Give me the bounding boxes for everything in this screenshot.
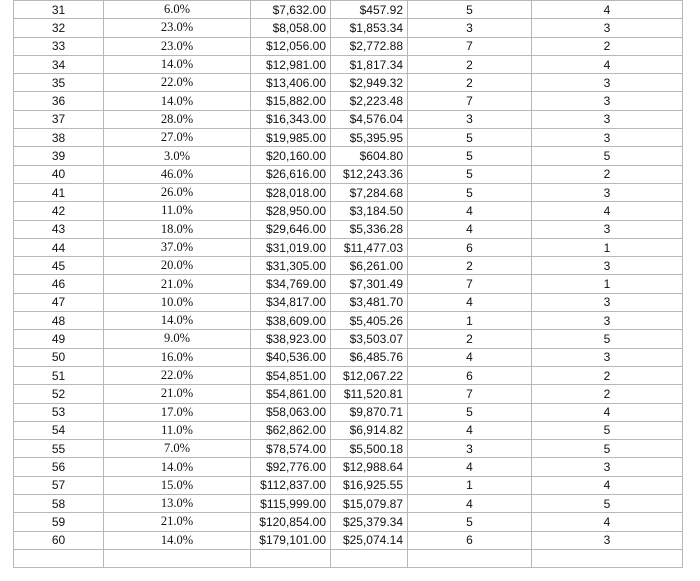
computed-amount-cell[interactable]: $2,223.48 <box>331 92 408 110</box>
rating-cell[interactable]: 4 <box>532 476 683 494</box>
count-cell[interactable]: 7 <box>408 37 532 55</box>
count-cell[interactable]: 1 <box>408 312 532 330</box>
rating-cell[interactable]: 2 <box>532 165 683 183</box>
rating-cell[interactable]: 1 <box>532 238 683 256</box>
count-cell[interactable]: 3 <box>408 110 532 128</box>
computed-amount-cell[interactable]: $5,336.28 <box>331 220 408 238</box>
table-row <box>14 275 683 293</box>
table-row <box>14 513 683 531</box>
count-cell[interactable]: 1 <box>408 476 532 494</box>
percent-cell[interactable]: 6.0% <box>104 1 251 19</box>
count-cell[interactable]: 5 <box>408 513 532 531</box>
row-number-cell[interactable]: 46 <box>14 275 104 293</box>
computed-amount-cell[interactable]: $12,988.64 <box>331 458 408 476</box>
count-cell[interactable]: 7 <box>408 275 532 293</box>
row-number-cell[interactable]: 48 <box>14 312 104 330</box>
row-number-cell[interactable]: 47 <box>14 293 104 311</box>
count-cell[interactable]: 4 <box>408 348 532 366</box>
table-row <box>14 495 683 513</box>
percent-cell[interactable]: 3.0% <box>104 147 251 165</box>
row-number-cell[interactable]: 35 <box>14 74 104 92</box>
count-cell[interactable]: 7 <box>408 92 532 110</box>
row-number-cell[interactable]: 32 <box>14 19 104 37</box>
amount-cell[interactable]: $13,406.00 <box>251 74 331 92</box>
empty-cell[interactable] <box>251 549 331 567</box>
rating-cell[interactable]: 3 <box>532 220 683 238</box>
table-row <box>14 348 683 366</box>
table-row <box>14 92 683 110</box>
empty-cell[interactable] <box>14 549 104 567</box>
table-row <box>14 257 683 275</box>
table-row <box>14 440 683 458</box>
amount-cell[interactable]: $29,646.00 <box>251 220 331 238</box>
computed-amount-cell[interactable]: $2,772.88 <box>331 37 408 55</box>
rating-cell[interactable]: 5 <box>532 147 683 165</box>
empty-cell[interactable] <box>331 549 408 567</box>
row-number-cell[interactable]: 49 <box>14 330 104 348</box>
computed-amount-cell[interactable]: $16,925.55 <box>331 476 408 494</box>
amount-cell[interactable]: $38,609.00 <box>251 312 331 330</box>
rating-cell[interactable]: 4 <box>532 1 683 19</box>
percent-cell[interactable]: 9.0% <box>104 330 251 348</box>
amount-cell[interactable]: $179,101.00 <box>251 531 331 549</box>
table-row <box>14 458 683 476</box>
percent-cell[interactable]: 14.0% <box>104 55 251 73</box>
percent-cell[interactable]: 28.0% <box>104 110 251 128</box>
computed-amount-cell[interactable]: $12,067.22 <box>331 366 408 384</box>
count-cell[interactable]: 2 <box>408 55 532 73</box>
computed-amount-cell[interactable]: $4,576.04 <box>331 110 408 128</box>
empty-cell[interactable] <box>104 549 251 567</box>
rating-cell[interactable]: 5 <box>532 330 683 348</box>
row-number-cell[interactable]: 53 <box>14 403 104 421</box>
computed-amount-cell[interactable]: $6,485.76 <box>331 348 408 366</box>
computed-amount-cell[interactable]: $1,817.34 <box>331 55 408 73</box>
table-row <box>14 421 683 439</box>
table-row <box>14 238 683 256</box>
count-cell[interactable]: 3 <box>408 440 532 458</box>
computed-amount-cell[interactable]: $9,870.71 <box>331 403 408 421</box>
row-number-cell[interactable]: 59 <box>14 513 104 531</box>
rating-cell[interactable]: 2 <box>532 385 683 403</box>
percent-cell[interactable]: 11.0% <box>104 421 251 439</box>
table-row <box>14 19 683 37</box>
empty-cell[interactable] <box>408 549 532 567</box>
rating-cell[interactable]: 4 <box>532 513 683 531</box>
rating-cell[interactable]: 4 <box>532 55 683 73</box>
count-cell[interactable]: 5 <box>408 183 532 201</box>
count-cell[interactable]: 5 <box>408 1 532 19</box>
amount-cell[interactable]: $58,063.00 <box>251 403 331 421</box>
percent-cell[interactable]: 7.0% <box>104 440 251 458</box>
row-number-cell[interactable]: 38 <box>14 129 104 147</box>
count-cell[interactable]: 2 <box>408 330 532 348</box>
percent-cell[interactable]: 22.0% <box>104 74 251 92</box>
amount-cell[interactable]: $78,574.00 <box>251 440 331 458</box>
table-row <box>14 476 683 494</box>
computed-amount-cell[interactable]: $3,184.50 <box>331 202 408 220</box>
computed-amount-cell[interactable]: $3,481.70 <box>331 293 408 311</box>
count-cell[interactable]: 4 <box>408 458 532 476</box>
amount-cell[interactable]: $31,019.00 <box>251 238 331 256</box>
percent-cell[interactable]: 13.0% <box>104 495 251 513</box>
table-row <box>14 531 683 549</box>
amount-cell[interactable]: $16,343.00 <box>251 110 331 128</box>
amount-cell[interactable]: $120,854.00 <box>251 513 331 531</box>
rating-cell[interactable]: 3 <box>532 129 683 147</box>
amount-cell[interactable]: $12,981.00 <box>251 55 331 73</box>
percent-cell[interactable]: 26.0% <box>104 183 251 201</box>
computed-amount-cell[interactable]: $6,914.82 <box>331 421 408 439</box>
table-row <box>14 293 683 311</box>
amount-cell[interactable]: $92,776.00 <box>251 458 331 476</box>
computed-amount-cell[interactable]: $25,379.34 <box>331 513 408 531</box>
rating-cell[interactable]: 3 <box>532 293 683 311</box>
percent-cell[interactable]: 17.0% <box>104 403 251 421</box>
table-row <box>14 385 683 403</box>
table-row <box>14 220 683 238</box>
rating-cell[interactable]: 3 <box>532 458 683 476</box>
table-row <box>14 129 683 147</box>
count-cell[interactable]: 4 <box>408 220 532 238</box>
computed-amount-cell[interactable]: $1,853.34 <box>331 19 408 37</box>
percent-cell[interactable]: 21.0% <box>104 385 251 403</box>
computed-amount-cell[interactable]: $11,477.03 <box>331 238 408 256</box>
table-row <box>14 403 683 421</box>
computed-amount-cell[interactable]: $3,503.07 <box>331 330 408 348</box>
amount-cell[interactable]: $19,985.00 <box>251 129 331 147</box>
computed-amount-cell[interactable]: $604.80 <box>331 147 408 165</box>
count-cell[interactable]: 6 <box>408 366 532 384</box>
percent-cell[interactable]: 14.0% <box>104 531 251 549</box>
percent-cell[interactable]: 14.0% <box>104 458 251 476</box>
amount-cell[interactable]: $12,056.00 <box>251 37 331 55</box>
row-number-cell[interactable]: 56 <box>14 458 104 476</box>
amount-cell[interactable]: $7,632.00 <box>251 1 331 19</box>
amount-cell[interactable]: $34,769.00 <box>251 275 331 293</box>
count-cell[interactable]: 4 <box>408 202 532 220</box>
table-row <box>14 1 683 19</box>
row-number-cell[interactable]: 51 <box>14 366 104 384</box>
row-number-cell[interactable]: 45 <box>14 257 104 275</box>
amount-cell[interactable]: $28,018.00 <box>251 183 331 201</box>
table-row <box>14 330 683 348</box>
row-number-cell[interactable]: 57 <box>14 476 104 494</box>
row-number-cell[interactable]: 44 <box>14 238 104 256</box>
row-number-cell[interactable]: 55 <box>14 440 104 458</box>
percent-cell[interactable]: 21.0% <box>104 513 251 531</box>
count-cell[interactable]: 4 <box>408 293 532 311</box>
table-row <box>14 366 683 384</box>
rating-cell[interactable]: 3 <box>532 183 683 201</box>
rating-cell[interactable]: 4 <box>532 202 683 220</box>
empty-cell[interactable] <box>532 549 683 567</box>
computed-amount-cell[interactable]: $11,520.81 <box>331 385 408 403</box>
percent-cell[interactable]: 21.0% <box>104 275 251 293</box>
empty-row <box>14 549 683 567</box>
row-number-cell[interactable]: 42 <box>14 202 104 220</box>
percent-cell[interactable]: 14.0% <box>104 312 251 330</box>
row-number-cell[interactable]: 34 <box>14 55 104 73</box>
row-number-cell[interactable]: 60 <box>14 531 104 549</box>
computed-amount-cell[interactable]: $2,949.32 <box>331 74 408 92</box>
table-row <box>14 55 683 73</box>
amount-cell[interactable]: $54,851.00 <box>251 366 331 384</box>
row-number-cell[interactable]: 43 <box>14 220 104 238</box>
spreadsheet-body <box>14 1 683 568</box>
table-row <box>14 165 683 183</box>
table-row <box>14 312 683 330</box>
percent-cell[interactable]: 14.0% <box>104 92 251 110</box>
rating-cell[interactable]: 2 <box>532 37 683 55</box>
amount-cell[interactable]: $26,616.00 <box>251 165 331 183</box>
row-number-cell[interactable]: 33 <box>14 37 104 55</box>
computed-amount-cell[interactable]: $457.92 <box>331 1 408 19</box>
amount-cell[interactable]: $15,882.00 <box>251 92 331 110</box>
rating-cell[interactable]: 3 <box>532 348 683 366</box>
rating-cell[interactable]: 2 <box>532 366 683 384</box>
percent-cell[interactable]: 18.0% <box>104 220 251 238</box>
row-number-cell[interactable]: 39 <box>14 147 104 165</box>
rating-cell[interactable]: 3 <box>532 531 683 549</box>
rating-cell[interactable]: 1 <box>532 275 683 293</box>
amount-cell[interactable]: $112,837.00 <box>251 476 331 494</box>
rating-cell[interactable]: 5 <box>532 495 683 513</box>
amount-cell[interactable]: $8,058.00 <box>251 19 331 37</box>
count-cell[interactable]: 6 <box>408 238 532 256</box>
percent-cell[interactable]: 27.0% <box>104 129 251 147</box>
amount-cell[interactable]: $20,160.00 <box>251 147 331 165</box>
amount-cell[interactable]: $34,817.00 <box>251 293 331 311</box>
percent-cell[interactable]: 46.0% <box>104 165 251 183</box>
rating-cell[interactable]: 5 <box>532 440 683 458</box>
table-row <box>14 110 683 128</box>
count-cell[interactable]: 6 <box>408 531 532 549</box>
count-cell[interactable]: 5 <box>408 129 532 147</box>
row-number-cell[interactable]: 54 <box>14 421 104 439</box>
percent-cell[interactable]: 10.0% <box>104 293 251 311</box>
amount-cell[interactable]: $62,862.00 <box>251 421 331 439</box>
computed-amount-cell[interactable]: $6,261.00 <box>331 257 408 275</box>
count-cell[interactable]: 5 <box>408 165 532 183</box>
amount-cell[interactable]: $31,305.00 <box>251 257 331 275</box>
rating-cell[interactable]: 3 <box>532 92 683 110</box>
rating-cell[interactable]: 5 <box>532 421 683 439</box>
table-row <box>14 183 683 201</box>
amount-cell[interactable]: $40,536.00 <box>251 348 331 366</box>
row-number-cell[interactable]: 40 <box>14 165 104 183</box>
count-cell[interactable]: 5 <box>408 147 532 165</box>
count-cell[interactable]: 5 <box>408 403 532 421</box>
spreadsheet-table <box>13 0 683 568</box>
row-number-cell[interactable]: 37 <box>14 110 104 128</box>
computed-amount-cell[interactable]: $5,500.18 <box>331 440 408 458</box>
percent-cell[interactable]: 23.0% <box>104 19 251 37</box>
row-number-cell[interactable]: 58 <box>14 495 104 513</box>
count-cell[interactable]: 4 <box>408 495 532 513</box>
computed-amount-cell[interactable]: $7,284.68 <box>331 183 408 201</box>
computed-amount-cell[interactable]: $5,395.95 <box>331 129 408 147</box>
rating-cell[interactable]: 3 <box>532 110 683 128</box>
computed-amount-cell[interactable]: $25,074.14 <box>331 531 408 549</box>
computed-amount-cell[interactable]: $7,301.49 <box>331 275 408 293</box>
rating-cell[interactable]: 3 <box>532 19 683 37</box>
table-row <box>14 74 683 92</box>
amount-cell[interactable]: $38,923.00 <box>251 330 331 348</box>
count-cell[interactable]: 2 <box>408 257 532 275</box>
computed-amount-cell[interactable]: $15,079.87 <box>331 495 408 513</box>
percent-cell[interactable]: 23.0% <box>104 37 251 55</box>
rating-cell[interactable]: 4 <box>532 403 683 421</box>
count-cell[interactable]: 7 <box>408 385 532 403</box>
rating-cell[interactable]: 3 <box>532 257 683 275</box>
percent-cell[interactable]: 15.0% <box>104 476 251 494</box>
amount-cell[interactable]: $115,999.00 <box>251 495 331 513</box>
amount-cell[interactable]: $28,950.00 <box>251 202 331 220</box>
row-number-cell[interactable]: 50 <box>14 348 104 366</box>
row-number-cell[interactable]: 41 <box>14 183 104 201</box>
count-cell[interactable]: 3 <box>408 19 532 37</box>
table-row <box>14 37 683 55</box>
row-number-cell[interactable]: 31 <box>14 1 104 19</box>
count-cell[interactable]: 2 <box>408 74 532 92</box>
percent-cell[interactable]: 22.0% <box>104 366 251 384</box>
percent-cell[interactable]: 11.0% <box>104 202 251 220</box>
count-cell[interactable]: 4 <box>408 421 532 439</box>
table-row <box>14 147 683 165</box>
computed-amount-cell[interactable]: $5,405.26 <box>331 312 408 330</box>
computed-amount-cell[interactable]: $12,243.36 <box>331 165 408 183</box>
row-number-cell[interactable]: 36 <box>14 92 104 110</box>
percent-cell[interactable]: 37.0% <box>104 238 251 256</box>
percent-cell[interactable]: 16.0% <box>104 348 251 366</box>
rating-cell[interactable]: 3 <box>532 74 683 92</box>
amount-cell[interactable]: $54,861.00 <box>251 385 331 403</box>
row-number-cell[interactable]: 52 <box>14 385 104 403</box>
rating-cell[interactable]: 3 <box>532 312 683 330</box>
table-row <box>14 202 683 220</box>
percent-cell[interactable]: 20.0% <box>104 257 251 275</box>
